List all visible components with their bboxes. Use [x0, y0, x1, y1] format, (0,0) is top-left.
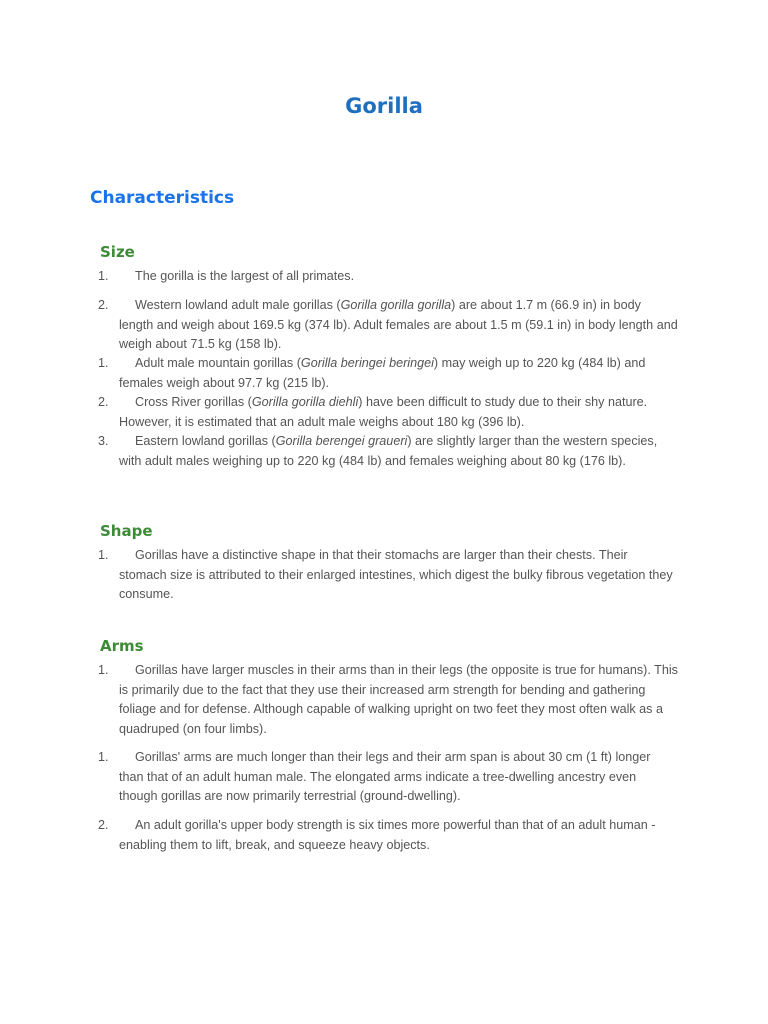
list-item [98, 393, 678, 432]
list-number: 2. [98, 818, 109, 832]
list-item [98, 816, 678, 855]
list-text: Western lowland adult male gorillas (Gorilla gorilla gorilla) are about 1.7 m (66.9 in) in body length and weigh about 169.5 kg (374 lb). Adult females are about 1.5 m (59.1 in) in body length and weigh about 71.5 kg (158 lb). [119, 298, 678, 351]
list-item [98, 354, 678, 393]
list-item [98, 546, 678, 605]
list-text: Gorillas' arms are much longer than their legs and their arm span is about 30 cm (1 ft) longer than that of an adult human male. The elongated arms indicate a tree-dwelling ancestry even though gorillas are now primarily terrestrial (ground-dwelling). [119, 750, 651, 803]
list-text: An adult gorilla's upper body strength is six times more powerful than that of an adult human - enabling them to lift, break, and squeeze heavy objects. [119, 818, 656, 852]
list-number: 3. [98, 434, 109, 448]
list-number: 1. [98, 269, 109, 283]
page-title: Gorilla [345, 94, 423, 118]
list-number: 1. [98, 356, 109, 370]
species-name: Gorilla gorilla diehli [251, 395, 359, 409]
species-name: Gorilla berengei graueri [275, 434, 408, 448]
list-text: The gorilla is the largest of all primates. [135, 269, 355, 283]
list-text: Adult male mountain gorillas (Gorilla beringei beringei) may weigh up to 220 kg (484 lb) and females weigh about 97.7 kg (215 lb). [119, 356, 646, 390]
list-item [98, 661, 678, 739]
subheading-shape: Shape [100, 522, 153, 540]
species-name: Gorilla gorilla gorilla [340, 298, 452, 312]
list-item [98, 432, 678, 471]
list-number: 2. [98, 395, 109, 409]
list-text: Eastern lowland gorillas (Gorilla berengei graueri) are slightly larger than the western species, with adult males weighing up to 220 kg (484 lb) and females weighing about 80 kg (176 lb). [119, 434, 658, 468]
list-text: Gorillas have larger muscles in their arms than in their legs (the opposite is true for humans). This is primarily due to the fact that they use their increased arm strength for bending and gathering foliage and for defense. Although capable of walking upright on two feet they most often walk as a quadruped (on four limbs). [119, 663, 678, 736]
list-number: 1. [98, 663, 109, 677]
list-item [98, 748, 678, 807]
list-text: Cross River gorillas (Gorilla gorilla diehli) have been difficult to study due to their shy nature. However, it is estimated that an adult male weighs about 180 kg (396 lb). [119, 395, 648, 429]
list-item [98, 296, 678, 355]
section-heading-characteristics: Characteristics [90, 188, 235, 208]
list-text: Gorillas have a distinctive shape in that their stomachs are larger than their chests. Their stomach size is attributed to their enlarged intestines, which digest the bulky fibrous vegetation they consume. [119, 548, 673, 601]
subheading-size: Size [100, 243, 135, 261]
list-number: 2. [98, 298, 109, 312]
species-name: Gorilla beringei beringei [300, 356, 434, 370]
list-item [98, 267, 678, 287]
list-number: 1. [98, 548, 109, 562]
subheading-arms: Arms [100, 637, 144, 655]
list-number: 1. [98, 750, 109, 764]
